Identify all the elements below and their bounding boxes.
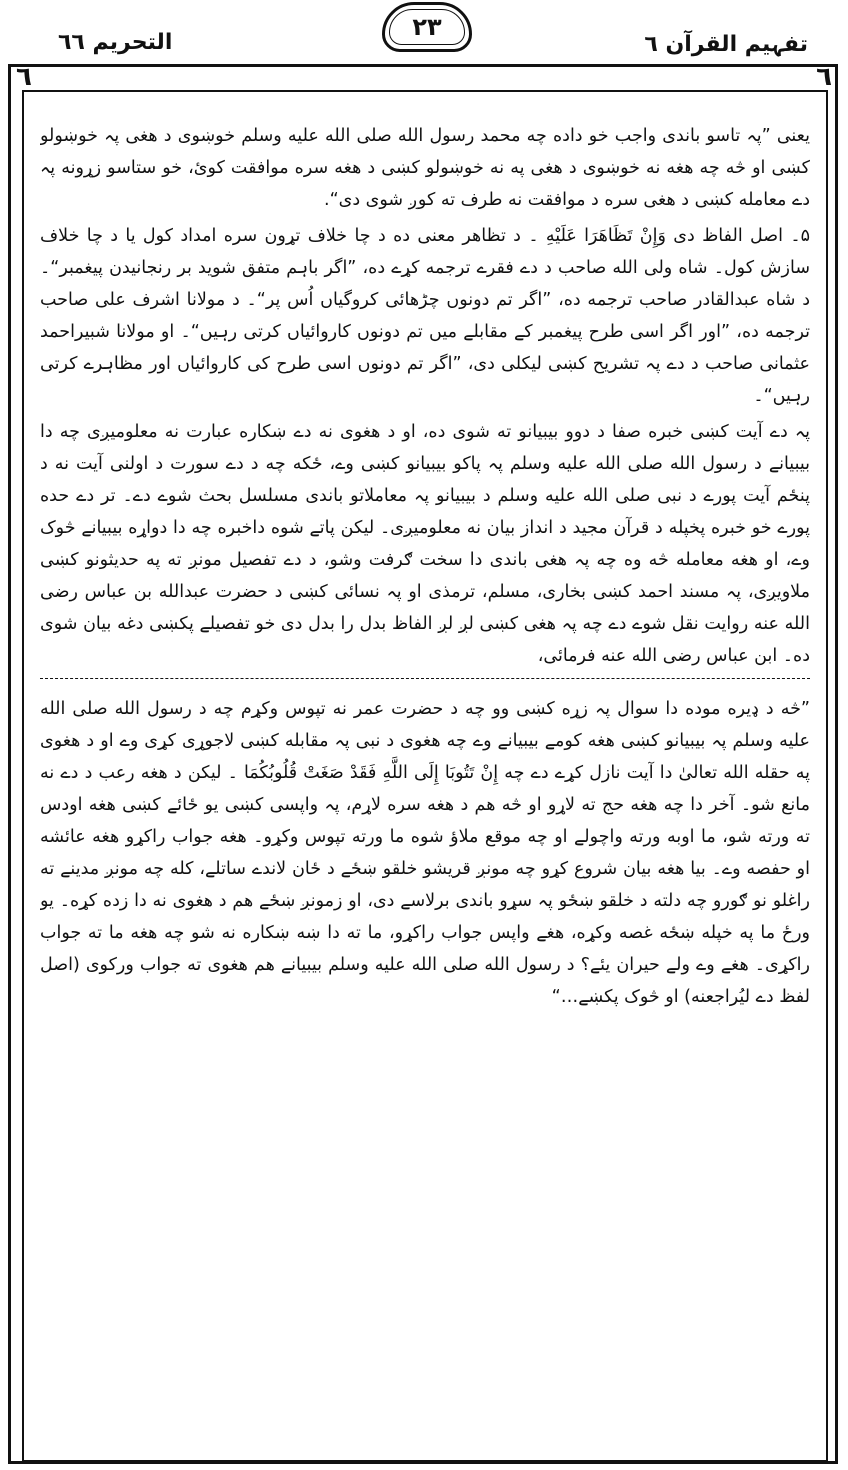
paragraph-1: یعنی ”پہ تاسو باندی واجب خو داده چه محمد رسول الله صلی الله علیه وسلم خوښوی د هغی پہ خوښولو کښی او څه چه هغه نه خوښوی د هغی په نه خوښولو کښی د هغه سره موافقت کوئ، خو ستاسو زړونه پہ دے معامله کښی د هغی سره د موافقت نه طرف ته کوږ شوی دی“. (40, 126, 810, 210)
surah-reference: التحریم ٦٦ (58, 30, 173, 55)
corner-ornament-left: ٦ (16, 62, 32, 92)
page-number: ٢٣ (412, 13, 442, 41)
paragraph-2: ۵۔ اصل الفاظ دی وَإِنْ تَظَاهَرَا عَلَیْهِ ۔ د تظاهر معنی ده د چا خلاف تړون سره امداد کول یا د چا خلاف سازش کول۔ شاه ولی الله صاحب د دے فقرے ترجمه کړے ده، ”اگر باہم متفق شوید بر رنجانیدن پیغمبر“۔ د شاه عبدالقادر صاحب ترجمه ده، ”اگر تم دونوں چڑھائی کروگیاں اُس پر“۔ د مولانا اشرف علی صاحب ترجمه ده، ”اور اگر اسی طرح پیغمبر کے مقابلے میں تم دونوں کاروائیاں کرتی رہیں“۔ او مولانا شبیراحمد عثمانی صاحب د دے پہ تشریح کښی لیکلی دی، ”اگر تم دونوں اسی طرح کی کاروائیاں اور مظاہرے کرتی رہیں“۔ (40, 226, 810, 406)
paragraph-3: پہ دے آیت کښی خبره صفا د دوو بیبیانو ته شوی ده، او د هغوی نه دے ښکاره عبارت نه معلومیږی چه دا بیبیانے د رسول الله صلی الله علیه وسلم پہ پاکو بیبیانو کښی وے، ځکه چه د دے سورت د اولنی آیت نه د پنځم آیت پورے د نبی صلی الله علیه وسلم د بیبیانو پہ معاملاتو باندی مسلسل بحث شوے دے۔ تر دے حده پورے خو خبره پخپله د قرآن مجید د انداز بیان نه معلومیږی۔ لیکن پاتے شوه داخبره چه دا دواړه بیبیانے څوک وے، او هغه معامله څه وه چه پہ هغی باندی دا سخت ګرفت وشو، د دے تفصیل مونږ ته په حدیثونو کښی ملاویږی، پہ مسند احمد کښی بخاری، مسلم، ترمذی او پہ نسائی کښی د حضرت عبدالله بن عباس رضی الله عنه روایت نقل شوے دے چه پہ هغی کښی لږ لږ الفاظ بدل را بدل دی خو تفصیلے پکښی دغه بیان شوی ده۔ ابن عباس رضی الله عنه فرمائی، (40, 422, 810, 666)
page-body (40, 120, 810, 1460)
page-header (0, 0, 848, 70)
corner-ornament-right: ٦ (816, 62, 832, 92)
page-number-badge (382, 2, 472, 52)
quoted-narration: ”څه د ډیره موده دا سوال پہ زړه کښی وو چه د حضرت عمر نه تپوس وکړم چه د رسول الله صلی الله علیه وسلم پہ بیبیانو کښی هغه کومے بیبیانے وے چه هغوی د نبی پہ مقابله کښی لاجوړی کړی وے او د هغوی په حقله الله تعالیٰ دا آیت نازل کړے دے چه إِنْ تَتُوبَا إِلَى اللَّهِ فَقَدْ صَغَتْ قُلُوبُكُمَا ۔ لیکن د هغه رعب د دے نه مانع شو۔ آخر دا چه هغه حج ته لاړو او څه هم د هغه سره لاړم، پہ واپسی کښی یو ځائے کښی هغه اودس ته ورته شو، ما اوبه ورته واچولے او چه موقع ملاؤ شوه ما ورته تپوس وکړو۔ هغه جواب راکړو هغه عائشه او حفصه وے۔ بیا هغه بیان شروع کړو چه مونږ قریشو خلقو ښځے د ځان لاندے ساتلے، کله چه مونږ مدینے ته راغلو نو ګورو چه دلته د خلقو ښځو پہ سړو باندی برلاسے دی، او زمونږ ښځے هم د هغوی نه دا زده کړه۔ یو ورځ ما په خپله ښځه غصه وکړه، هغے واپس جواب راکړو، ما ته دا ښه ښکاره نه شو چه هغه ما ته جواب راکړی۔ هغے وے ولے حیران یئے؟ د رسول الله صلی الله علیه وسلم بیبیانے هم هغوی ته جواب ورکوی (اصل لفظ دے لیُراجعنه) او څوک پکښے…“ (40, 699, 810, 1007)
divider (40, 678, 810, 679)
book-title: تفہیم القرآن ٦ (644, 32, 808, 57)
